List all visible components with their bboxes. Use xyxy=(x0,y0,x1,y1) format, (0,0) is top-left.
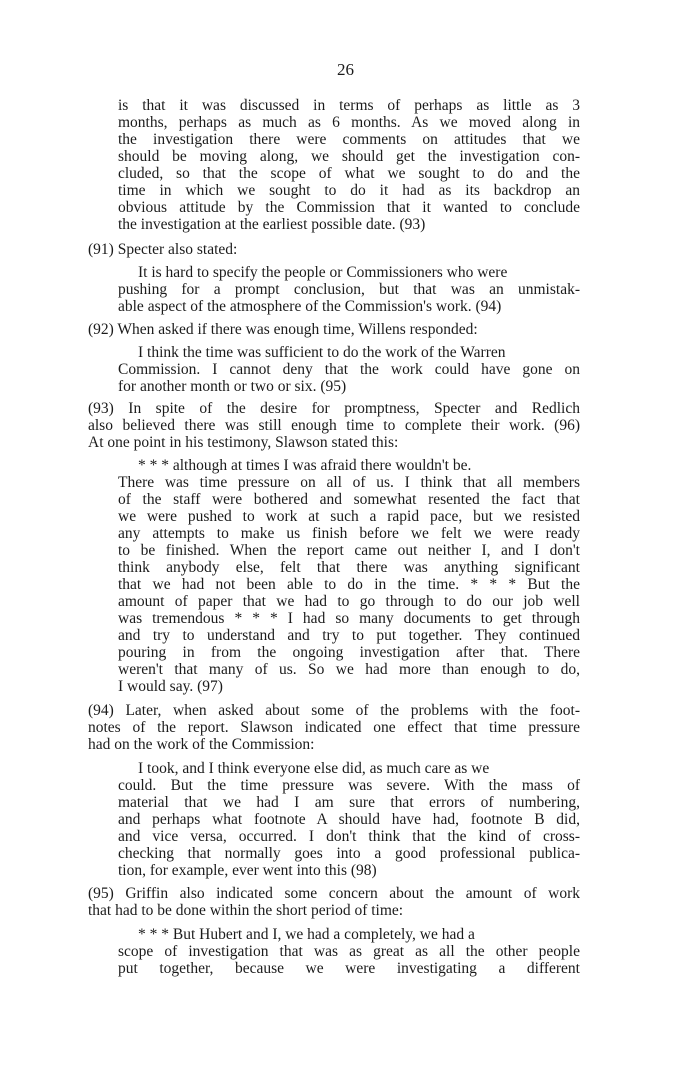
text-line: and vice versa, occurred. I don't think that the kind of cross- xyxy=(118,828,580,845)
text-line: and try to understand and try to put together. They continued xyxy=(118,627,580,644)
text-line: amount of paper that we had to go through to do our job well xyxy=(118,593,580,610)
text-line: of the staff were bothered and somewhat resented the fact that xyxy=(118,491,580,508)
text-line: able aspect of the atmosphere of the Commission's work. (94) xyxy=(118,298,502,315)
text-line: and perhaps what footnote A should have had, footnote B did, xyxy=(118,811,580,828)
text-line: for another month or two or six. (95) xyxy=(118,378,347,395)
text-line: tion, for example, ever went into this (98) xyxy=(118,862,377,879)
text-line: I would say. (97) xyxy=(118,678,223,695)
text-line: obvious attitude by the Commission that it wanted to conclude xyxy=(118,199,580,216)
text-line: to be finished. When the report came out neither I, and I don't xyxy=(118,542,580,559)
text-line: * * * although at times I was afraid there wouldn't be. xyxy=(138,457,472,474)
text-line: that we had not been able to do in the time. * * * But the xyxy=(118,576,580,593)
paragraph-94: (94) Later, when asked about some of the problems with the foot- xyxy=(88,702,580,719)
paragraph-93: (93) In spite of the desire for promptness, Specter and Redlich xyxy=(88,400,580,417)
text-line: weren't that many of us. So we had more than enough to do, xyxy=(118,661,580,678)
text-line: that had to be done within the short period of time: xyxy=(88,902,404,919)
text-line: material that we had I am sure that errors of numbering, xyxy=(118,794,580,811)
text-line: pushing for a prompt conclusion, but that was an unmistak- xyxy=(118,281,580,298)
page-number: 26 xyxy=(337,60,354,79)
text-line: cluded, so that the scope of what we sought to do and the xyxy=(118,165,580,182)
text-line: we were pushed to work at such a rapid pace, but we resisted xyxy=(118,508,580,525)
text-line: It is hard to specify the people or Commissioners who were xyxy=(138,264,508,281)
paragraph-92: (92) When asked if there was enough time, Willens responded: xyxy=(88,321,478,338)
text-line: could. But the time pressure was severe. With the mass of xyxy=(118,777,580,794)
text-line: checking that normally goes into a good professional publica- xyxy=(118,845,580,862)
text-line: months, perhaps as much as 6 months. As we moved along in xyxy=(118,114,580,131)
text-line: I took, and I think everyone else did, as much care as we xyxy=(138,760,490,777)
text-line: At one point in his testimony, Slawson stated this: xyxy=(88,434,399,451)
text-line: There was time pressure on all of us. I think that all members xyxy=(118,474,580,491)
text-line: pouring in from the ongoing investigation after that. There xyxy=(118,644,580,661)
text-line: think anybody else, felt that there was anything significant xyxy=(118,559,580,576)
text-line: had on the work of the Commission: xyxy=(88,736,315,753)
text-line: was tremendous * * * I had so many documents to get through xyxy=(118,610,580,627)
text-line: should be moving along, we should get the investigation con- xyxy=(118,148,580,165)
text-line: the investigation at the earliest possible date. (93) xyxy=(118,216,426,233)
text-line: is that it was discussed in terms of perhaps as little as 3 xyxy=(118,97,580,114)
text-line: notes of the report. Slawson indicated one effect that time pressure xyxy=(88,719,580,736)
text-line: also believed there was still enough time to complete their work. (96) xyxy=(88,417,580,434)
text-line: Commission. I cannot deny that the work could have gone on xyxy=(118,361,580,378)
text-line: scope of investigation that was as great as all the other people xyxy=(118,943,580,960)
paragraph-91: (91) Specter also stated: xyxy=(88,241,238,258)
text-line: time in which we sought to do it had as its backdrop an xyxy=(118,182,580,199)
text-line: I think the time was sufficient to do the work of the Warren xyxy=(138,344,506,361)
text-line: the investigation there were comments on attitudes that we xyxy=(118,131,580,148)
text-line: * * * But Hubert and I, we had a completely, we had a xyxy=(138,926,475,943)
text-line: put together, because we were investigating a different xyxy=(118,960,580,977)
text-line: any attempts to make us finish before we felt we were ready xyxy=(118,525,580,542)
paragraph-95: (95) Griffin also indicated some concern about the amount of work xyxy=(88,885,580,902)
